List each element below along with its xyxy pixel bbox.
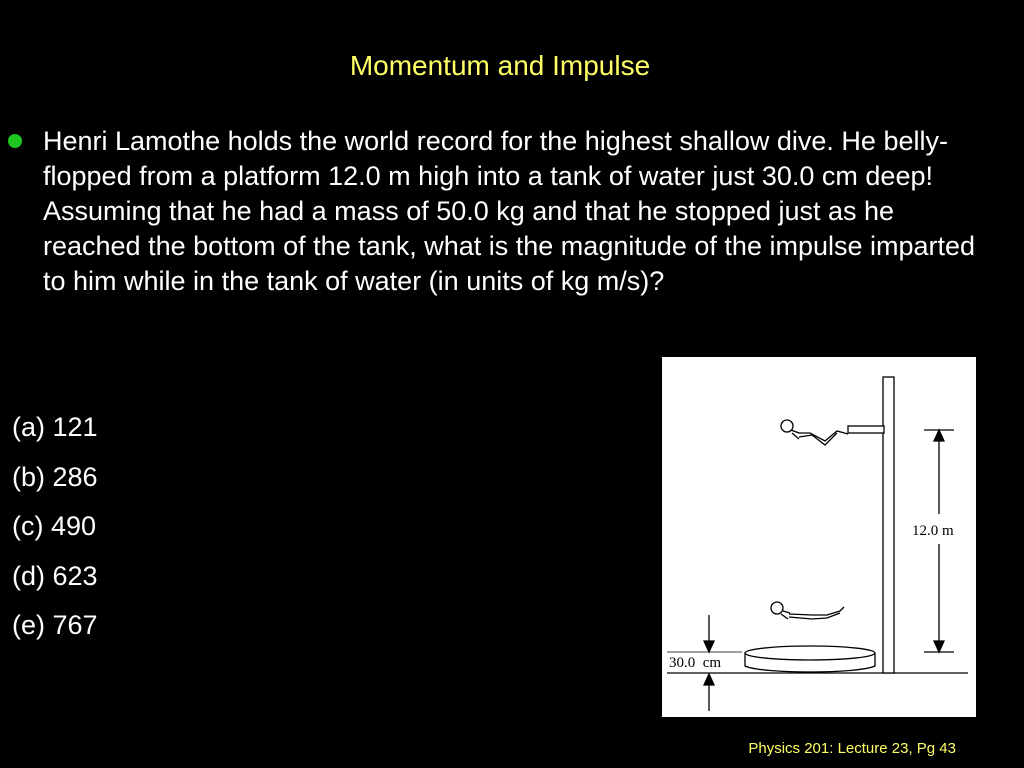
depth-label: 30.0 cm	[669, 655, 722, 671]
question-text: Henri Lamothe holds the world record for the highest shallow dive. He belly-flopped from a platform 12.0 m high into a tank of water just 30.0 cm deep! Assuming that he had a mass of 50.0 kg and that he stopped just as he reached the bottom of the tank, what is the magnitude of the impulse imparted to him while in the tank of water (in units of kg m/s)?	[43, 126, 976, 296]
answer-list	[12, 403, 312, 651]
diver-falling-icon	[771, 602, 844, 619]
dive-diagram	[662, 357, 976, 717]
water-tank-icon	[745, 646, 875, 672]
answer-a: (a) 121	[12, 412, 98, 442]
dive-diagram-svg	[662, 357, 976, 717]
height-label: 12.0 m	[912, 523, 954, 539]
diving-board	[848, 426, 884, 433]
diver-top-icon	[781, 420, 848, 445]
platform-tower	[883, 377, 894, 673]
bullet-dot-icon	[8, 134, 22, 148]
answer-d: (d) 623	[12, 560, 98, 591]
slide-footer: Physics 201: Lecture 23, Pg 43	[748, 740, 956, 757]
slide-title: Momentum and Impulse	[349, 50, 651, 81]
answer-c: (c) 490	[12, 511, 97, 541]
height-dimension	[924, 430, 954, 652]
answer-b: (b) 286	[12, 461, 98, 492]
answer-e: (e) 767	[12, 610, 98, 640]
